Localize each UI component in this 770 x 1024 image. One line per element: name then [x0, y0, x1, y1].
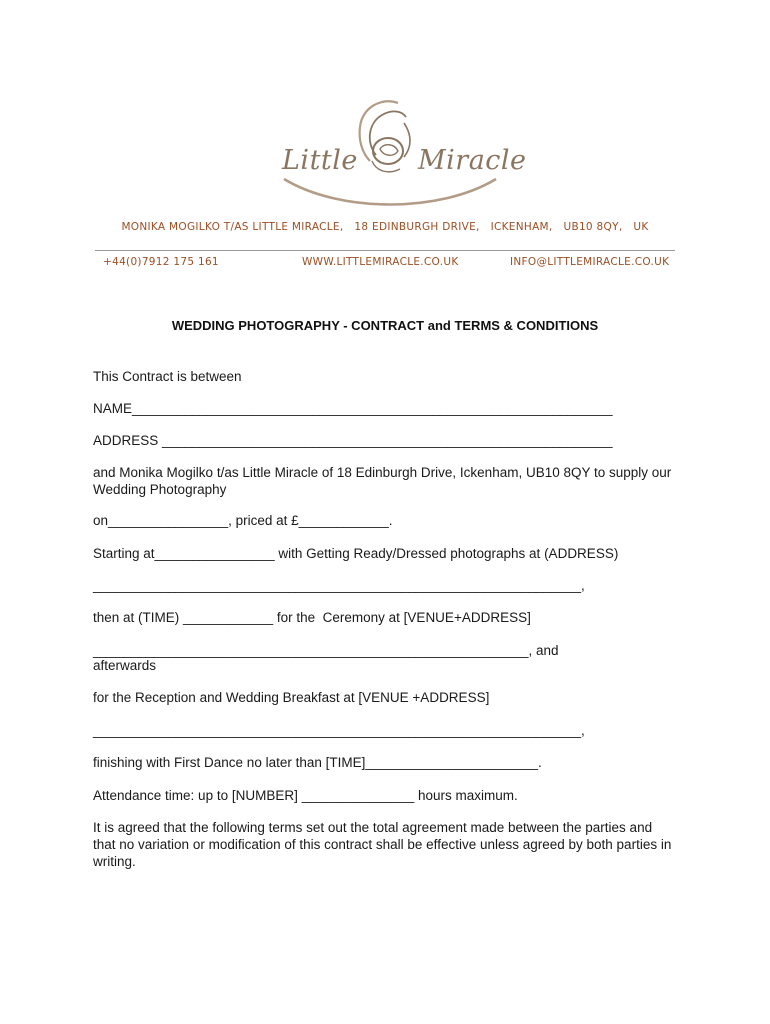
- date-price-line: on________________, priced at £____________.: [93, 513, 393, 528]
- afterwards-text: afterwards: [93, 658, 157, 673]
- first-dance-line: finishing with First Dance no later than [TIME]_______________________.: [93, 755, 542, 770]
- reception-line: for the Reception and Wedding Breakfast at [VENUE +ADDRESS]: [93, 690, 490, 705]
- attendance-line: Attendance time: up to [NUMBER] _______________ hours maximum.: [93, 788, 518, 803]
- contact-phone: +44(0)7912 175 161: [103, 256, 219, 268]
- business-address-line: MONIKA MOGILKO T/AS LITTLE MIRACLE, 18 EDINBURGH DRIVE, ICKENHAM, UB10 8QY, UK: [121, 221, 649, 233]
- starting-address-blank: _________________________________________________________________,: [93, 578, 585, 593]
- parties-paragraph: and Monika Mogilko t/as Little Miracle of 18 Edinburgh Drive, Ickenham, UB10 8QY to supply our Wedding Photography: [93, 465, 672, 497]
- document-title: WEDDING PHOTOGRAPHY - CONTRACT and TERMS & CONDITIONS: [171, 318, 599, 333]
- starting-line: Starting at________________ with Getting Ready/Dressed photographs at (ADDRESS): [93, 546, 619, 561]
- address-field-line: ADDRESS ____________________________________________________________: [93, 433, 613, 448]
- intro-line: This Contract is between: [93, 369, 242, 384]
- agreement-paragraph: It is agreed that the following terms set out the total agreement made between the parties and that no variation or modification of this contract shall be effective unless agreed by both parties in writing.: [93, 820, 672, 869]
- contact-website: WWW.LITTLEMIRACLE.CO.UK: [302, 256, 459, 268]
- logo-wordmark-little: Little: [282, 145, 358, 176]
- logo-wordmark-miracle: Miracle: [418, 145, 527, 176]
- ceremony-line: then at (TIME) ____________ for the Ceremony at [VENUE+ADDRESS]: [93, 610, 531, 625]
- ceremony-address-blank: __________________________________________________________, and: [93, 643, 559, 658]
- name-field-line: NAME________________________________________________________________: [93, 401, 613, 416]
- contact-email: INFO@LITTLEMIRACLE.CO.UK: [510, 256, 670, 268]
- header-divider: [95, 250, 675, 251]
- little-miracle-logo: [270, 95, 527, 210]
- reception-address-blank: _________________________________________________________________,: [93, 723, 585, 738]
